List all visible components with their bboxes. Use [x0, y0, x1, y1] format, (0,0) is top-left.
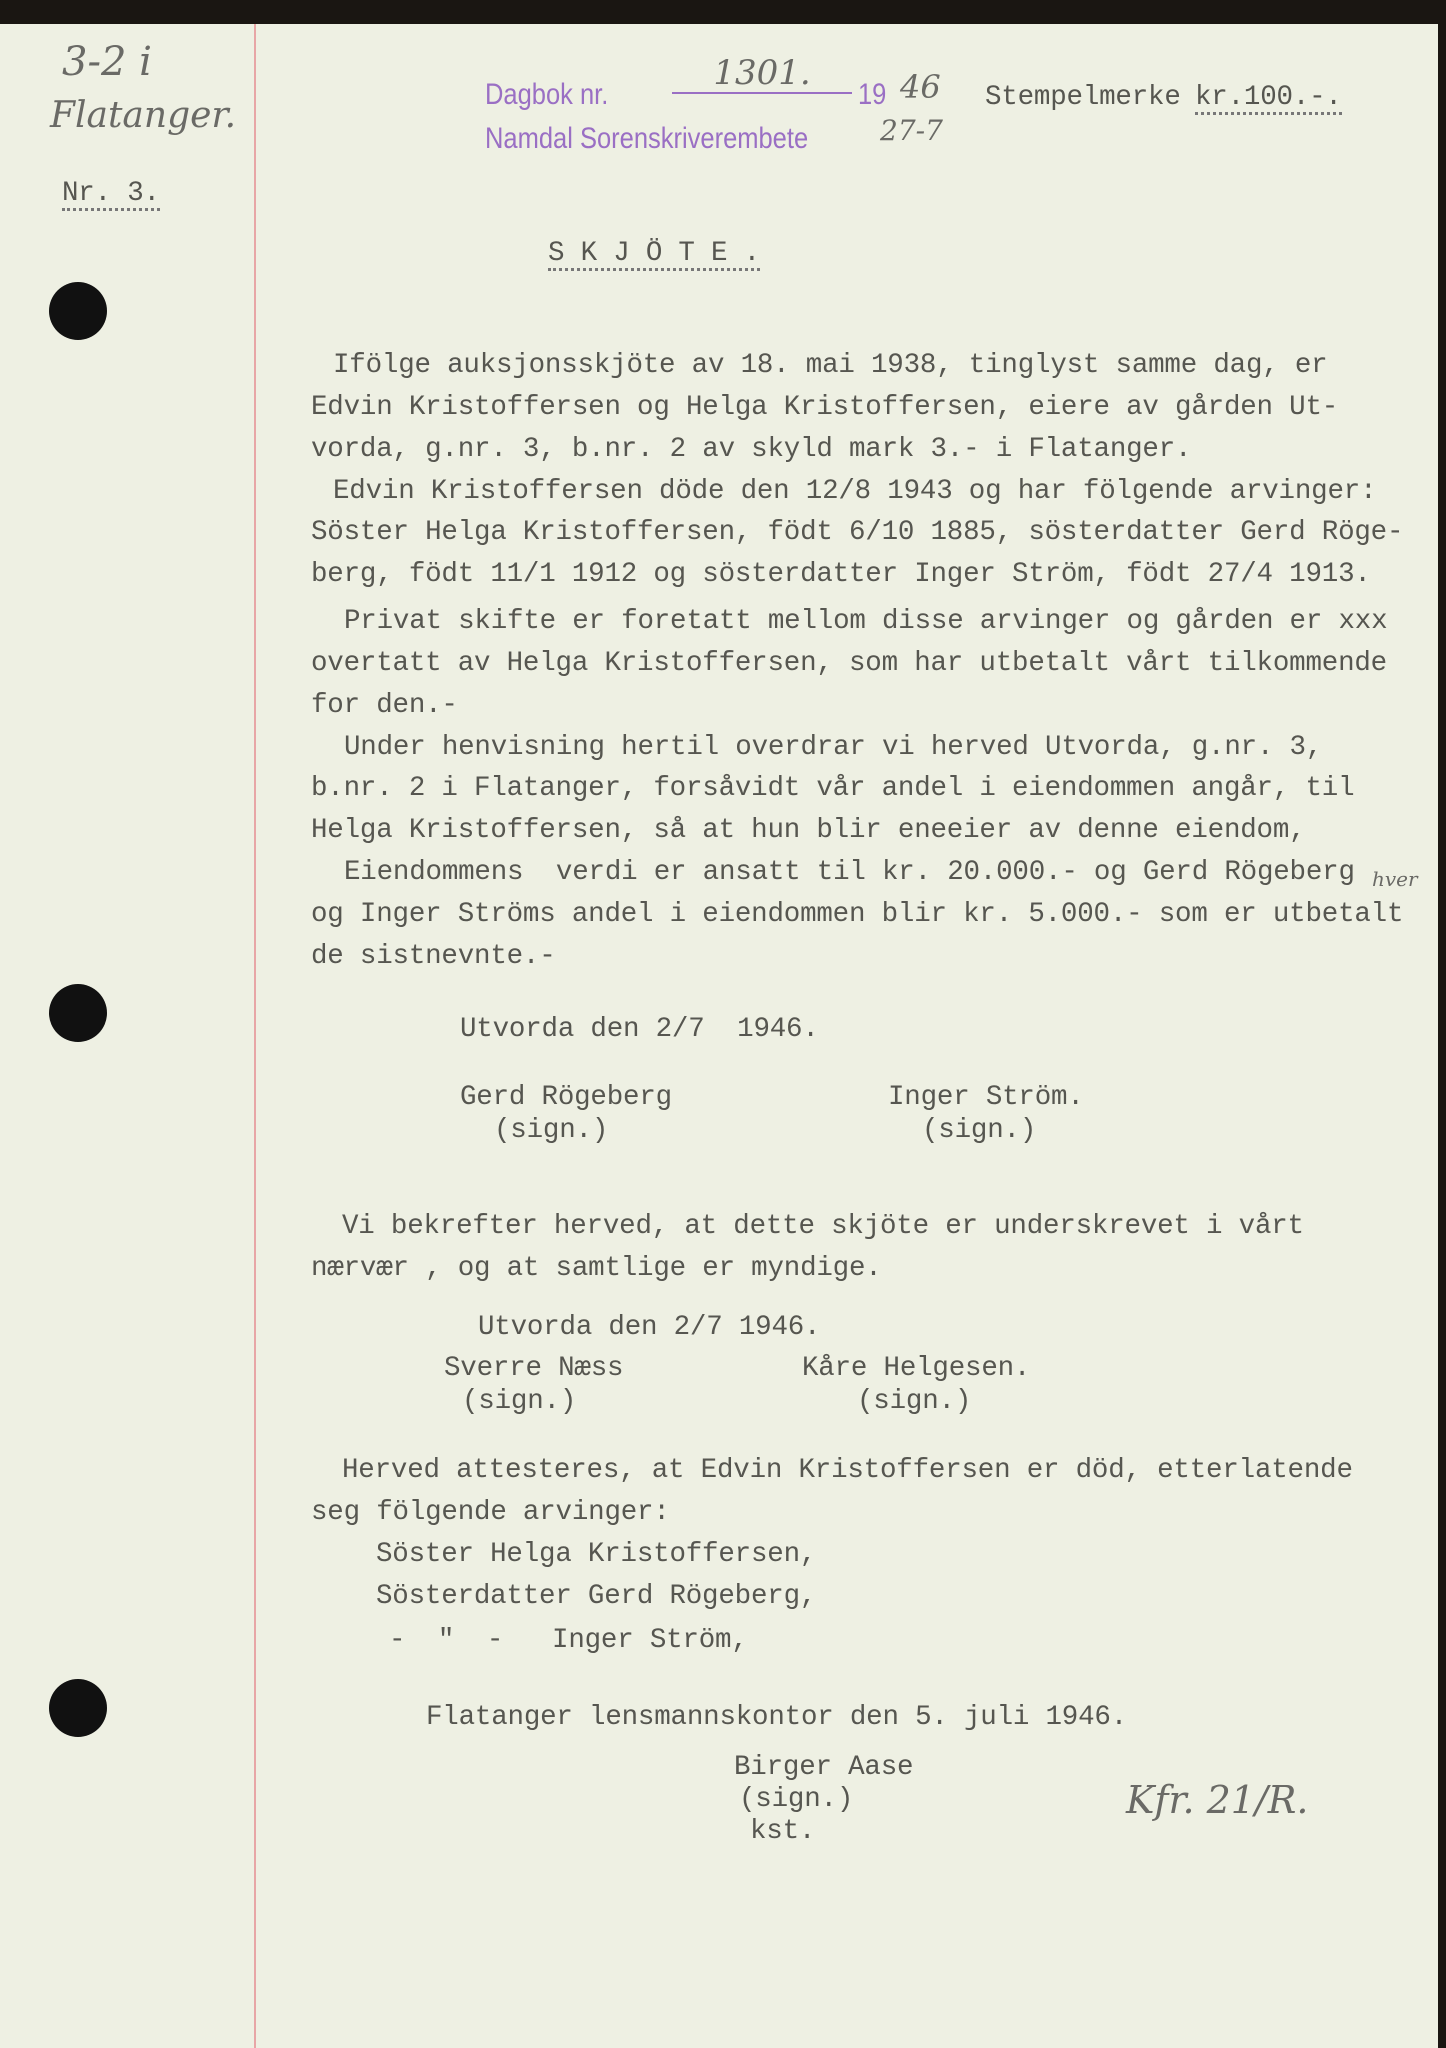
place-date: Flatanger lensmannskontor den 5. juli 1946.: [426, 1702, 1128, 1733]
document-number: Nr. 3.: [62, 178, 160, 209]
official-sign: (sign.): [739, 1784, 854, 1815]
binder-hole: [49, 282, 107, 340]
attest-line: seg fölgende arvinger:: [311, 1497, 670, 1528]
stempelmerke-label: Stempelmerke: [985, 82, 1181, 113]
body-line: Edvin Kristoffersen og Helga Kristoffersen, eiere av gården Ut-: [311, 392, 1339, 423]
body-line: Helga Kristoffersen, så at hun blir eneeier av denne eiendom,: [311, 815, 1306, 846]
body-line: overtatt av Helga Kristoffersen, som har utbetalt vårt tilkommende: [311, 648, 1387, 679]
heir: Söster Helga Kristoffersen,: [376, 1539, 817, 1570]
signer-sign: (sign.): [494, 1115, 609, 1146]
witness-name: Sverre Næss: [444, 1353, 624, 1384]
body-line: Ifölge auksjonsskjöte av 18. mai 1938, tinglyst samme dag, er: [333, 350, 1328, 381]
body-line: for den.-: [311, 690, 458, 721]
body-line: Privat skifte er foretatt mellom disse arvinger og gården er xxx: [344, 606, 1388, 637]
witness-line: Vi bekrefter herved, at dette skjöte er underskrevet i vårt: [342, 1211, 1304, 1242]
place-date: Utvorda den 2/7 1946.: [478, 1312, 821, 1343]
signer-name: Gerd Rögeberg: [460, 1082, 672, 1113]
attest-line: Herved attesteres, at Edvin Kristoffersen er död, etterlatende: [342, 1455, 1353, 1486]
official-name: Birger Aase: [734, 1752, 914, 1783]
heir: Sösterdatter Gerd Rögeberg,: [376, 1581, 817, 1612]
stempelmerke-value: kr.100.-.: [1195, 82, 1342, 113]
stamp-date: 27-7: [880, 114, 943, 147]
body-line: berg, födt 11/1 1912 og sösterdatter Inger Ström, födt 27/4 1913.: [311, 559, 1371, 590]
body-line: Söster Helga Kristoffersen, födt 6/10 1885, sösterdatter Gerd Röge-: [311, 517, 1404, 548]
signer-name: Inger Ström.: [888, 1082, 1084, 1113]
year-prefix: 19: [858, 78, 887, 111]
document-title: S K J Ö T E .: [548, 238, 760, 269]
official-title: kst.: [750, 1816, 816, 1847]
witness-line: nærvær , og at samtlige er myndige.: [311, 1253, 882, 1284]
witness-sign: (sign.): [462, 1386, 577, 1417]
witness-name: Kåre Helgesen.: [802, 1353, 1031, 1384]
margin-code: 3-2 i: [62, 39, 152, 85]
witness-sign: (sign.): [857, 1386, 972, 1417]
margin-place: Flatanger.: [50, 95, 237, 136]
handwritten-insert: hver: [1372, 867, 1418, 891]
body-line: og Inger Ströms andel i eiendommen blir kr. 5.000.- som er utbetalt: [311, 899, 1404, 930]
margin-line: [254, 24, 256, 2048]
body-line: vorda, g.nr. 3, b.nr. 2 av skyld mark 3.- i Flatanger.: [311, 434, 1192, 465]
place-date: Utvorda den 2/7 1946.: [460, 1014, 819, 1045]
body-line: Edvin Kristoffersen döde den 12/8 1943 og har fölgende arvinger:: [333, 476, 1377, 507]
body-line: Under henvisning hertil overdrar vi herved Utvorda, g.nr. 3,: [344, 732, 1323, 763]
year-suffix: 46: [900, 68, 941, 106]
body-line: Eiendommens verdi er ansatt til kr. 20.000.- og Gerd Rögeberg: [344, 857, 1355, 888]
body-line: de sistnevnte.-: [311, 941, 556, 972]
heir: - " - Inger Ström,: [389, 1625, 748, 1656]
office-stamp: Namdal Sorenskriverembete: [485, 122, 809, 155]
body-line: b.nr. 2 i Flatanger, forsåvidt vår andel i eiendommen angår, til: [311, 773, 1355, 804]
binder-hole: [49, 984, 107, 1042]
binder-hole: [49, 1679, 107, 1737]
dagbok-label: Dagbok nr.: [485, 78, 609, 111]
dagbok-number: 1301.: [672, 55, 852, 94]
signer-sign: (sign.): [922, 1115, 1037, 1146]
handwritten-reference: Kfr. 21/R.: [1126, 1778, 1309, 1822]
